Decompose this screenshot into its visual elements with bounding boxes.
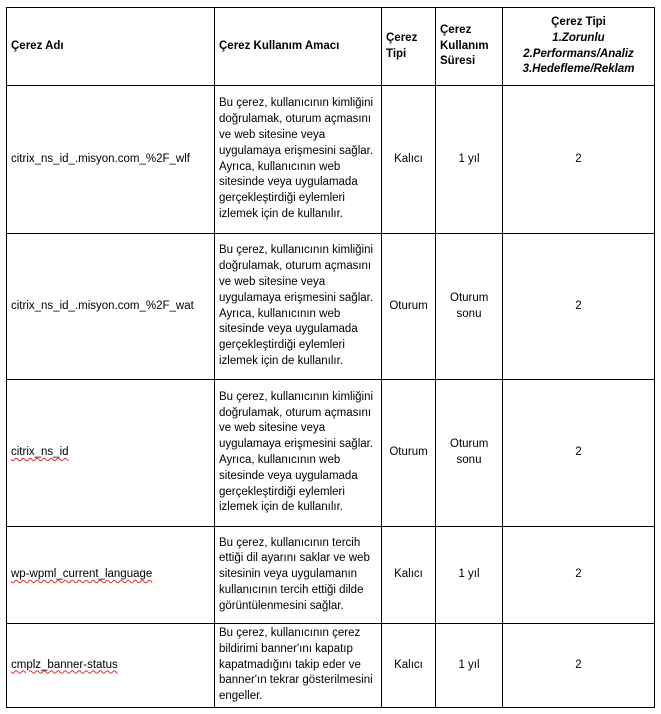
cookie-type-cell: Kalıcı [382,624,436,708]
table-row [7,380,655,527]
cookie-duration-cell: 1 yıl [436,624,503,708]
cookie-category-cell: 2 [503,380,655,527]
cookie-type-cell: Oturum [382,380,436,527]
cookie-name-cell [7,380,215,527]
cookie-name: cmplz_banner-status [11,658,118,671]
header-category-2: 2.Performans/Analiz [523,47,634,60]
cookie-type-cell: Kalıcı [382,86,436,234]
cookie-name-cell [7,624,215,708]
header-row [7,8,655,86]
header-cookie-category [503,8,655,86]
header-cookie-type-line1: Çerez [386,31,418,44]
cookie-duration-cell: 1 yıl [436,86,503,234]
cookie-category-cell: 2 [503,234,655,380]
header-cookie-duration-line3: Süresi [440,55,476,68]
header-cookie-duration [436,8,503,86]
cookie-purpose-cell: Bu çerez, kullanıcının tercih ettiği dil ayarını saklar ve web sitesinin veya uygulamanın kullanıcının tercih ettiği dilde görüntülenmesini sağlar. [215,527,382,624]
table-row [7,86,655,234]
cookie-purpose-cell: Bu çerez, kullanıcının çerez bildirimi banner'ını kapatıp kapatmadığını takip eder ve banner'ın tekrar gösterilmesini engeller. [215,624,382,708]
cookie-table [6,7,655,708]
cookie-purpose-cell: Bu çerez, kullanıcının kimliğini doğrulamak, oturum açmasını ve web sitesine veya uygulamaya erişmesini sağlar. Ayrıca, kullanıcının web sitesinde veya uygulamada gerçekleştirdiği eylemleri izlemek için de kullanılır. [215,380,382,527]
cookie-duration-cell: Oturum sonu [436,234,503,380]
table-row [7,527,655,624]
cookie-name: wp-wpml_current_language [11,568,153,581]
table-row [7,624,655,708]
cookie-category-cell: 2 [503,624,655,708]
header-cookie-type [382,8,436,86]
cookie-name-cell [7,234,215,380]
header-cookie-duration-line1: Çerez [440,23,472,36]
cookie-duration-cell: Oturum sonu [436,380,503,527]
cookie-type-cell: Kalıcı [382,527,436,624]
table-row [7,234,655,380]
header-cookie-type-line2: Tipi [386,47,407,60]
header-cookie-category-title: Çerez Tipi [551,15,606,28]
header-category-1: 1.Zorunlu [552,31,605,44]
cookie-name: citrix_ns_id [11,446,69,459]
cookie-type-cell: Oturum [382,234,436,380]
cookie-name-cell [7,86,215,234]
cookie-category-cell: 2 [503,86,655,234]
header-cookie-duration-line2: Kullanım [440,39,489,52]
cookie-name: citrix_ns_id_.misyon.com_%2F_wat [11,299,194,312]
cookie-category-cell: 2 [503,527,655,624]
cookie-purpose-cell: Bu çerez, kullanıcının kimliğini doğrulamak, oturum açmasını ve web sitesine veya uygulamaya erişmesini sağlar. Ayrıca, kullanıcının web sitesinde veya uygulamada gerçekleştirdiği eylemleri izlemek için de kullanılır. [215,86,382,234]
cookie-name: citrix_ns_id_.misyon.com_%2F_wlf [11,152,190,165]
header-cookie-name: Çerez Adı [7,8,215,86]
header-cookie-purpose: Çerez Kullanım Amacı [215,8,382,86]
header-category-3: 3.Hedefleme/Reklam [522,63,635,76]
cookie-duration-cell: 1 yıl [436,527,503,624]
cookie-purpose-cell: Bu çerez, kullanıcının kimliğini doğrulamak, oturum açmasını ve web sitesine veya uygulamaya erişmesini sağlar. Ayrıca, kullanıcının web sitesinde veya uygulamada gerçekleştirdiği eylemleri izlemek için de kullanılır. [215,234,382,380]
cookie-name-cell [7,527,215,624]
